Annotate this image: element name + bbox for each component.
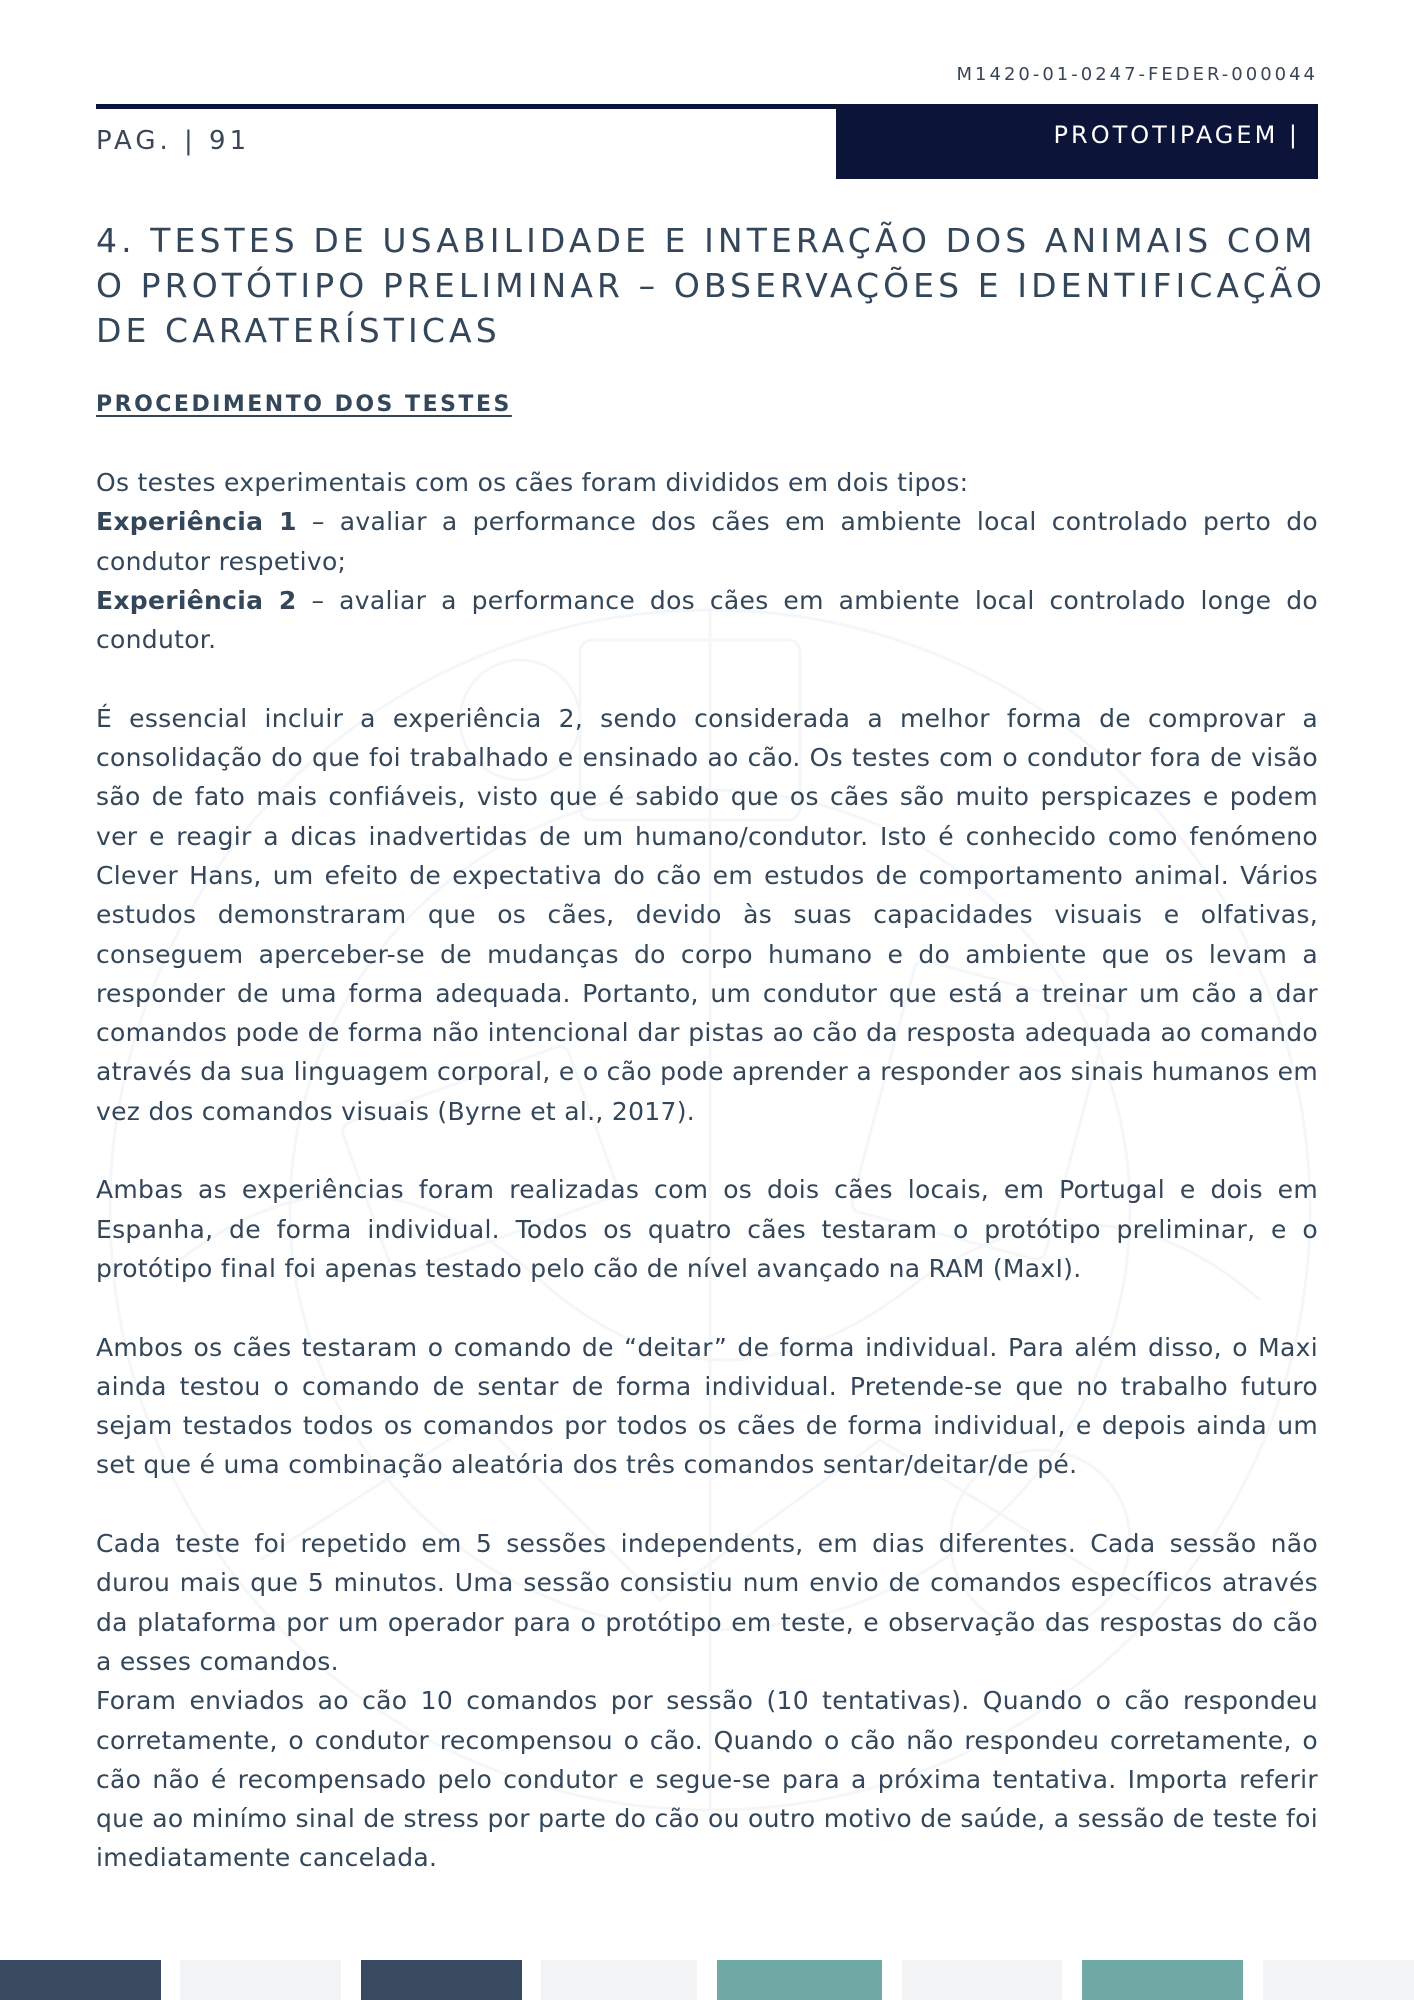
footer-block-3 [361, 1960, 522, 2000]
experience-1-text: – avaliar a performance dos cães em ambiente local controlado perto do condutor respetivo; [96, 507, 1318, 576]
section-banner [836, 104, 1318, 179]
section-label: PROTOTIPAGEM | [1053, 121, 1300, 149]
experience-1-label: Experiência 1 [96, 507, 297, 537]
footer-block-1 [0, 1960, 161, 2000]
experience-1 [96, 502, 1318, 581]
paragraph-gap [96, 1131, 1318, 1170]
body-text [96, 463, 1318, 1878]
section-subheading: PROCEDIMENTO DOS TESTES [96, 392, 512, 417]
footer-block-2 [180, 1960, 341, 2000]
paragraph-clever-hans: É essencial incluir a experiência 2, sendo considerada a melhor forma de comprovar a consolidação do que foi trabalhado e ensinado ao cão. Os testes com o condutor fora de visão são de fato mais confiáveis, visto que é sabido que os cães são muito perspicazes e podem ver e reagir a dicas inadvertidas de um humano/condutor. Isto é conhecido como fenómeno Clever Hans, um efeito de expectativa do cão em estudos de comportamento animal. Vários estudos demonstraram que os cães, devido às suas capacidades visuais e olfativas, conseguem aperceber-se de mudanças do corpo humano e do ambiente que os levam a responder de uma forma adequada. Portanto, um condutor que está a treinar um cão a dar comandos pode de forma não intencional dar pistas ao cão da resposta adequada ao comando através da sua linguagem corporal, e o cão pode aprender a responder aos sinais humanos em vez dos comandos visuais (Byrne et al., 2017). [96, 703, 1318, 1126]
header-rule [96, 104, 836, 109]
paragraph-commands: Ambos os cães testaram o comando de “deitar” de forma individual. Para além disso, o Maxi ainda testou o comando de sentar de forma individual. Pretende-se que no trabalho futuro sejam testados todos os comandos por todos os cães de forma individual, e depois ainda um set que é uma combinação aleatória dos três comandos sentar/deitar/de pé. [96, 1332, 1318, 1480]
paragraph-sessions: Cada teste foi repetido em 5 sessões independents, em dias diferentes. Cada sessão não durou mais que 5 minutos. Uma sessão consistiu num envio de comandos específicos através da plataforma por um operador para o protótipo em teste, e observação das respostas do cão a esses comandos. [96, 1529, 1318, 1676]
experience-2-text: – avaliar a performance dos cães em ambiente local controlado longe do condutor. [96, 585, 1318, 655]
paragraph-experiences: Ambas as experiências foram realizadas com os dois cães locais, em Portugal e dois em Espanha, de forma individual. Todos os quatro cães testaram o protótipo preliminar, e o protótipo final foi apenas testado pelo cão de nível avançado na RAM (MaxI). [96, 1175, 1318, 1283]
footer-block-7 [1082, 1960, 1243, 2000]
page-number: PAG. | 91 [96, 126, 251, 156]
document-code: M1420-01-0247-FEDER-000044 [956, 64, 1318, 85]
intro-paragraph: Os testes experimentais com os cães foram divididos em dois tipos: [96, 468, 969, 497]
footer-block-5 [717, 1960, 882, 2000]
paragraph-trials: Foram enviados ao cão 10 comandos por sessão (10 tentativas). Quando o cão respondeu corretamente, o condutor recompensou o cão. Quando o cão não respondeu corretamente, o cão não é recompensado pelo condutor e segue-se para a próxima tentativa. Importa referir que ao minímo sinal de stress por parte do cão ou outro motivo de saúde, a sessão de teste foi imediatamente cancelada. [96, 1686, 1318, 1873]
footer-block-8 [1263, 1960, 1414, 2000]
chapter-title: 4. TESTES DE USABILIDADE E INTERAÇÃO DOS ANIMAIS COM O PROTÓTIPO PRELIMINAR – OBSERVAÇÕES E IDENTIFICAÇÃO DE CARATERÍSTICAS [96, 221, 1326, 350]
paragraph-gap [96, 1288, 1318, 1327]
experience-2-label: Experiência 2 [96, 585, 297, 615]
footer-block-6 [902, 1960, 1062, 2000]
paragraph-gap [96, 659, 1318, 698]
paragraph-gap [96, 1485, 1318, 1524]
experience-2 [96, 581, 1318, 660]
footer-block-4 [541, 1960, 697, 2000]
